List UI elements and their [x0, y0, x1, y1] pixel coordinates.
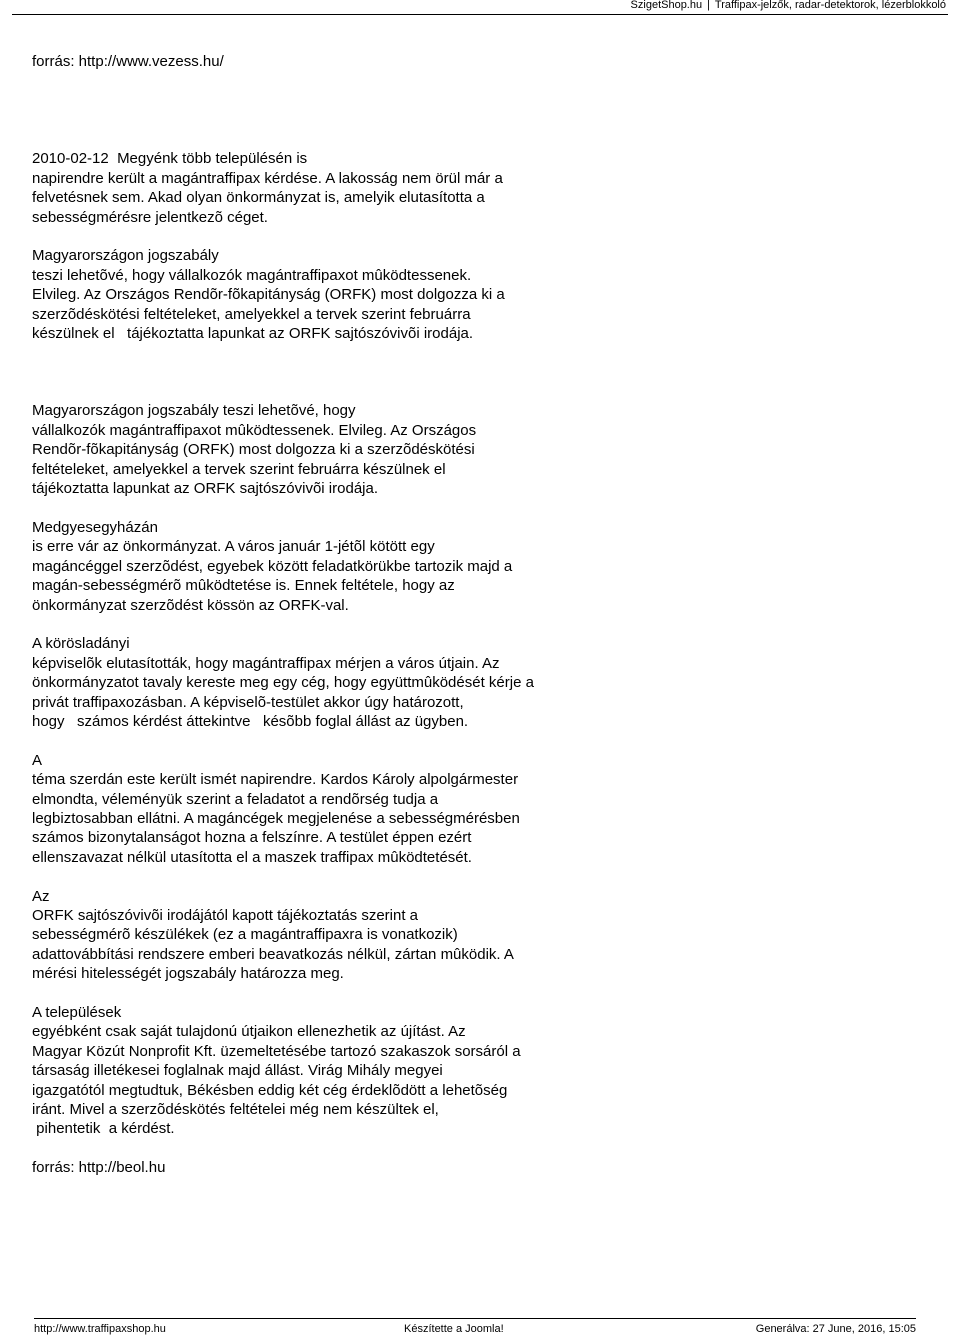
footer-url: http://www.traffipaxshop.hu: [34, 1323, 166, 1335]
article-paragraph: A téma szerdán este került ismét napirendre. Kardos Károly alpolgármester elmondta, véleményük szerint a feladatot a rendõrség tudja a legbiztosabban ellátni. A magáncégek megjelenése a sebességmérésben számos bizonytalanságot hozna a felszínre. A testület éppen ezért ellenszavazat nélkül utasította el a maszek traffipax mûködtetését.: [32, 751, 520, 866]
article-paragraph: Magyarországon jogszabály teszi lehetõvé, hogy vállalkozók magántraffipaxot mûködtessenek. Elvileg. Az Országos Rendõr-fõkapitányság (ORFK) most dolgozza ki a szerzõdéskötési feltételeket, amelyekkel a tervek szerint februárra készülnek el tájékoztatta lapunkat az ORFK sajtószóvivõi irodája.: [32, 402, 477, 498]
article-paragraph: A települések egyébként csak saját tulajdonú útjaikon ellenezhetik az újítást. Az Magyar Közút Nonprofit Kft. üzemeltetésébe tartozó szakaszok sorsáról a társaság illetékesei foglalnak majd állást. Virág Mihály megyei igazgatótól megtudtuk, Békésben eddig két cég érdeklõdött a lehetõség iránt. Mivel a szerzõdéskötés feltételei még nem készültek el, pihentetik a kérdést.: [32, 1003, 521, 1138]
article-paragraph: Az ORFK sajtószóvivõi irodájától kapott tájékoztatás szerint a sebességmérõ készülékek (ez a magántraffipaxra is vonatkozik) adattovábbítási rendszere emberi beavatkozás nélkül, zártan mûködik. A mérési hitelességét jogszabály határozza meg.: [32, 887, 514, 983]
article-paragraph: A körösladányi képviselõk elutasították, hogy magántraffipax mérjen a város útjain. Az önkormányzatot tavaly kereste meg egy cég, hogy együttmûködését kérje a privát traffipaxozásban. A képviselõ-testület akkor úgy határozott, hogy számos kérdést áttekintve késõbb foglal állást az ügyben.: [32, 635, 534, 730]
page-footer: [34, 1318, 916, 1333]
article-paragraph: Medgyesegyházán is erre vár az önkormányzat. A város január 1-jétõl kötött egy magáncéggel szerzõdést, egyebek között feladatkörükbe tartozik majd a magán-sebességmérõ mûködtetése is. Ennek feltétele, hogy az önkormányzat szerzõdést kössön az ORFK-val.: [32, 518, 513, 614]
header-site-name: SzigetShop.hu: [630, 0, 703, 11]
article-paragraph: 2010-02-12 Megyénk több településén is napirendre került a magántraffipax kérdése. A lakosság nem örül már a felvetésnek sem. Akad olyan önkormányzat is, amelyik elutasította a sebességmérésre jelentkezõ céget.: [32, 150, 503, 226]
source-line-top: forrás: http://www.vezess.hu/: [32, 53, 224, 70]
article-body: [32, 52, 932, 1178]
source-line-bottom: forrás: http://beol.hu: [32, 1159, 166, 1177]
article-paragraph: Magyarországon jogszabály teszi lehetõvé, hogy vállalkozók magántraffipaxot mûködtessenek. Elvileg. Az Országos Rendõr-fõkapitányság (ORFK) most dolgozza ki a szerzõdéskötési feltételeket, amelyekkel a tervek szerint februárra készülnek el tájékoztatta lapunkat az ORFK sajtószóvivõi irodája.: [32, 247, 505, 343]
header-tagline: Traffipax-jelzők, radar-detektorok, lézerblokkoló: [714, 0, 946, 11]
footer-generated-date: Generálva: 27 June, 2016, 15:05: [755, 1323, 916, 1335]
footer-made-with: Készítette a Joomla!: [404, 1323, 504, 1335]
header-separator: |: [707, 0, 711, 11]
page-header: [12, 0, 948, 15]
